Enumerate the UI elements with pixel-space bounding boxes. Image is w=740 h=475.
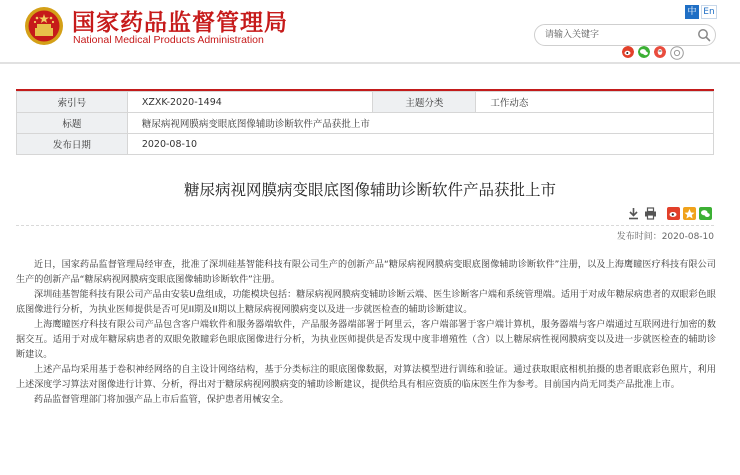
qzone-share-icon[interactable]	[683, 207, 696, 220]
index-value: XZXK-2020-1494	[127, 92, 373, 113]
paragraph: 深圳硅基智能科技有限公司产品由安装U盘组成，功能模块包括：糖尿病视网膜病变辅助诊断云端、医生诊断客户端和系统管理端。适用于对成年糖尿病患者的双眼彩色眼底图像进行分析，为执业医师提供是否可见II期及II期以上糖尿病视网膜病变以及进一步就医检查的辅助诊断建议。	[16, 290, 716, 315]
article-meta-divider	[16, 225, 714, 226]
search-input[interactable]	[545, 27, 685, 42]
lang-switch-chinese[interactable]: 中	[685, 5, 699, 19]
index-label: 索引号	[17, 92, 128, 113]
wechat-icon[interactable]	[638, 46, 650, 58]
download-icon[interactable]	[627, 207, 640, 220]
paragraph: 药品监督管理部门将加强产品上市后监管，保护患者用械安全。	[34, 395, 289, 405]
lang-switch-english[interactable]: En	[701, 5, 717, 19]
qq-icon[interactable]	[654, 46, 666, 58]
paragraph: 上述产品均采用基于卷积神经网络的自主设计网络结构，基于分类标注的眼底图像数据，对算法模型进行训练和验证。通过获取眼底相机拍摄的患者眼底彩色照片，利用上述深度学习算法对图像进行计算、分析，得出对于糖尿病视网膜病变的辅助诊断建议，提供给具有相应资质的临床医生作为参考。目前国内尚无同类产品批准上市。	[16, 365, 716, 390]
category-label: 主题分类	[373, 92, 476, 113]
site-logo-subtitle[interactable]: National Medical Products Administration	[73, 34, 264, 46]
weibo-icon[interactable]	[622, 46, 634, 58]
subject-label: 标题	[17, 113, 128, 134]
print-icon[interactable]	[644, 207, 657, 220]
site-logo-title[interactable]: 国家药品监督管理局	[72, 10, 288, 36]
document-info-table	[16, 91, 714, 155]
paragraph: 上海鹰瞳医疗科技有限公司产品包含客户端软件和服务器端软件，产品服务器端部署于阿里云，客户端部署于客户端计算机，服务器端与客户端通过互联网进行加密的数据交互。适用于对成年糖尿病患者的双眼免散瞳彩色眼底图像进行分析，为执业医师提供是否发现中度非增殖性（含）以上糖尿病性视网膜病变以及进一步就医检查的辅助诊断建议。	[16, 320, 716, 360]
category-value: 工作动态	[476, 92, 714, 113]
site-header	[0, 0, 740, 62]
search-box	[534, 24, 716, 46]
info-row-subject	[17, 113, 714, 134]
date-label: 发布日期	[17, 134, 128, 155]
info-row-index	[17, 92, 714, 113]
header-divider	[0, 62, 740, 64]
search-icon[interactable]	[696, 27, 712, 43]
publish-time: 发布时间：2020-08-10	[616, 232, 714, 242]
wechat-share-icon[interactable]	[699, 207, 712, 220]
article-body	[16, 258, 716, 408]
share-icon[interactable]	[670, 46, 684, 60]
info-row-date	[17, 134, 714, 155]
weibo-share-icon[interactable]	[667, 207, 680, 220]
subject-value: 糖尿病视网膜病变眼底图像辅助诊断软件产品获批上市	[127, 113, 713, 134]
date-value: 2020-08-10	[127, 134, 713, 155]
paragraph: 近日，国家药品监督管理局经审查，批准了深圳硅基智能科技有限公司生产的创新产品“糖尿病视网膜病变眼底图像辅助诊断软件”注册，以及上海鹰瞳医疗科技有限公司生产的创新产品“糖尿病视网膜病变眼底图像辅助诊断软件”注册。	[16, 260, 716, 285]
article-title: 糖尿病视网膜病变眼底图像辅助诊断软件产品获批上市	[183, 181, 556, 199]
national-emblem-icon[interactable]	[24, 6, 64, 46]
